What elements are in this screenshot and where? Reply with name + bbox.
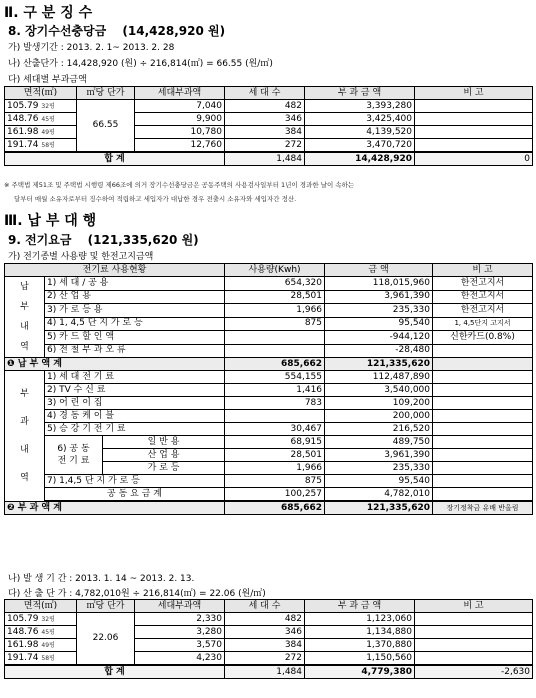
unit-amount: 7,040 <box>135 100 225 113</box>
subtotal-amount: 121,335,620 <box>325 358 433 371</box>
type-label: 32평 <box>41 102 55 110</box>
row-label: 6) 전 철 부 과 오 류 <box>45 344 225 358</box>
note-cell <box>415 139 533 153</box>
row-label: 1) 세 대 전 기 료 <box>45 371 225 384</box>
charge-amount: 3,470,720 <box>305 139 415 153</box>
charge-amount: 4,139,520 <box>305 126 415 139</box>
unit-amount: 4,230 <box>135 652 225 666</box>
rate-cell: 22.06 <box>77 613 135 666</box>
note-cell <box>415 652 533 666</box>
subtotal-label: ❶ 납 부 액 계 <box>5 358 225 371</box>
electricity-table <box>4 263 533 515</box>
usage-value: 654,320 <box>225 277 325 291</box>
col-header: ㎡당 단가 <box>77 87 135 100</box>
amount-value: 95,540 <box>325 475 433 488</box>
col-header: 금 액 <box>325 264 433 277</box>
reserve-fund-table <box>4 86 533 166</box>
subtotal-row <box>5 502 533 515</box>
note-value: 한전고지서 <box>433 277 533 291</box>
note-value: 1, 4,5단지 고지서 <box>433 317 533 331</box>
formula-line: 나) 산출단가 : 14,428,920 (원) ÷ 216,814(㎡) = 66.55 (원/㎡) <box>8 59 273 69</box>
row-label: 3) 가 로 등 용 <box>45 304 225 318</box>
amount-value: 489,750 <box>325 436 433 449</box>
row-label: 5) 승 강 기 전 기 료 <box>45 423 225 436</box>
amount-value: 112,487,890 <box>325 371 433 384</box>
usage-value: 783 <box>225 397 325 410</box>
col-header: 부 과 금 액 <box>305 600 415 613</box>
type-label: 45평 <box>41 115 55 123</box>
formula-line: 다) 산 출 단 가 : 4,782,010원 ÷ 216,814(㎡) = 22.06 (원/㎡) <box>8 589 266 599</box>
note-value: 한전고지서 <box>433 304 533 318</box>
item-title-text: 8. 장기수선충당금 <box>8 24 107 38</box>
subtotal-usage: 685,662 <box>225 358 325 371</box>
amount-value: 3,961,390 <box>325 449 433 462</box>
type-label: 45평 <box>41 628 55 636</box>
col-header: 사용량(Kwh) <box>225 264 325 277</box>
subtotal-amount: 121,335,620 <box>325 502 433 515</box>
area-value: 105.79 <box>7 100 39 111</box>
subtotal-note <box>433 358 533 371</box>
usage-value: 28,501 <box>225 290 325 304</box>
note-value: 신한카드(0.8%) <box>433 331 533 345</box>
total-note: -2,630 <box>415 665 533 679</box>
note-value <box>433 475 533 488</box>
item-amount: (121,335,620 원) <box>87 233 199 247</box>
amount-value: 216,520 <box>325 423 433 436</box>
area-value: 191.74 <box>7 652 39 663</box>
unit-amount: 2,330 <box>135 613 225 626</box>
period-line: 나) 발 생 기 간 : 2013. 1. 14 ~ 2013. 2. 13. <box>8 574 195 584</box>
amount-value: 3,961,390 <box>325 290 433 304</box>
note-cell <box>415 626 533 639</box>
type-label: 49평 <box>41 128 55 136</box>
total-row <box>5 152 533 166</box>
footnote-line: ※ 주택법 제51조 및 주택법 시행령 제66조에 의거 장기수선충당금은 공동주택의 사용검사일부터 1년이 경과한 날이 속하는 <box>4 181 355 189</box>
table-row <box>5 384 533 397</box>
amount-value: 4,782,010 <box>325 488 433 501</box>
table-row <box>5 100 533 113</box>
period-line: 가) 발생기간 : 2013. 2. 1~ 2013. 2. 28 <box>8 43 175 53</box>
subtotal-usage: 685,662 <box>225 502 325 515</box>
type-label: 58평 <box>41 654 55 662</box>
col-header: 면적(㎡) <box>5 87 77 100</box>
pay-group-label: 납부내역 <box>5 277 45 358</box>
household-count: 346 <box>225 113 305 126</box>
unit-amount: 10,780 <box>135 126 225 139</box>
table-row <box>5 397 533 410</box>
row-label: 가 로 등 <box>103 462 225 475</box>
note-value <box>433 397 533 410</box>
subtotal-label: ❷ 부 과 액 계 <box>5 502 225 515</box>
row-label: 공 동 요 금 계 <box>45 488 225 501</box>
col-header: 비 고 <box>415 600 533 613</box>
charge-amount: 1,134,880 <box>305 626 415 639</box>
note-value <box>433 449 533 462</box>
usage-value: 1,966 <box>225 304 325 318</box>
note-value <box>433 436 533 449</box>
table-row <box>5 277 533 291</box>
col-header: 세대부과액 <box>135 87 225 100</box>
row-label: 5) 카 드 할 인 액 <box>45 331 225 345</box>
shared-label-b: 전 기 료 <box>57 456 90 466</box>
area-value: 161.98 <box>7 639 39 650</box>
sub-title: 가) 전기종별 사용량 및 한전고지금액 <box>8 252 154 262</box>
col-header: 면적(㎡) <box>5 600 77 613</box>
unit-amount: 9,900 <box>135 113 225 126</box>
usage-value <box>225 410 325 423</box>
area-value: 148.76 <box>7 626 39 637</box>
row-label: 4) 경 동 케 이 블 <box>45 410 225 423</box>
table-row <box>5 290 533 304</box>
row-label: 일 반 용 <box>103 436 225 449</box>
item-title <box>8 22 225 39</box>
charge-amount: 1,123,060 <box>305 613 415 626</box>
shared-group-label <box>45 436 103 475</box>
note-value <box>433 371 533 384</box>
household-count: 346 <box>225 626 305 639</box>
total-amount: 14,428,920 <box>305 152 415 166</box>
table-row <box>5 344 533 358</box>
type-label: 32평 <box>41 615 55 623</box>
col-header: 부 과 금 액 <box>305 87 415 100</box>
note-value <box>433 488 533 501</box>
table-row <box>5 317 533 331</box>
amount-value: 118,015,960 <box>325 277 433 291</box>
row-label: 3) 어 린 이 집 <box>45 397 225 410</box>
row-label: 4) 1, 4,5 단 지 가 로 등 <box>45 317 225 331</box>
unit-amount: 3,570 <box>135 639 225 652</box>
household-count: 482 <box>225 613 305 626</box>
unit-amount: 3,280 <box>135 626 225 639</box>
area-value: 105.79 <box>7 613 39 624</box>
table-row <box>5 488 533 501</box>
usage-value: 68,915 <box>225 436 325 449</box>
usage-value <box>225 331 325 345</box>
amount-value: 200,000 <box>325 410 433 423</box>
amount-value: 235,330 <box>325 304 433 318</box>
usage-value: 1,966 <box>225 462 325 475</box>
usage-value <box>225 344 325 358</box>
area-value: 148.76 <box>7 113 39 124</box>
row-label: 1) 세 대 / 공 용 <box>45 277 225 291</box>
total-row <box>5 665 533 679</box>
note-cell <box>415 613 533 626</box>
type-label: 49평 <box>41 641 55 649</box>
table-row <box>5 436 533 449</box>
section-title: Ⅲ. 납 부 대 행 <box>4 213 97 229</box>
table-row <box>5 371 533 384</box>
note-cell <box>415 100 533 113</box>
household-count: 482 <box>225 100 305 113</box>
note-cell <box>415 639 533 652</box>
amount-value: 109,200 <box>325 397 433 410</box>
amount-value: 3,540,000 <box>325 384 433 397</box>
note-cell <box>415 126 533 139</box>
note-value: 한전고지서 <box>433 290 533 304</box>
usage-value: 100,257 <box>225 488 325 501</box>
total-households: 1,484 <box>225 665 305 679</box>
note-value <box>433 410 533 423</box>
item-amount: (14,428,920 원) <box>122 24 226 38</box>
col-header: 비 고 <box>415 87 533 100</box>
col-header: 세 대 수 <box>225 600 305 613</box>
electricity-allocation-table <box>4 599 533 679</box>
section-title: Ⅱ. 구 분 징 수 <box>4 5 93 21</box>
note-value <box>433 423 533 436</box>
amount-value: -28,480 <box>325 344 433 358</box>
area-value: 191.74 <box>7 139 39 150</box>
household-count: 272 <box>225 139 305 153</box>
usage-value: 30,467 <box>225 423 325 436</box>
household-count: 384 <box>225 126 305 139</box>
note-value <box>433 384 533 397</box>
usage-value: 875 <box>225 317 325 331</box>
total-amount: 4,779,380 <box>305 665 415 679</box>
unit-amount: 12,760 <box>135 139 225 153</box>
table-row <box>5 410 533 423</box>
col-header: 비 고 <box>433 264 533 277</box>
type-label: 58평 <box>41 141 55 149</box>
col-header: 세 대 수 <box>225 87 305 100</box>
row-label: 2) TV 수 신 료 <box>45 384 225 397</box>
total-label: 합 계 <box>5 152 225 166</box>
total-note: 0 <box>415 152 533 166</box>
col-header: 세대부과액 <box>135 600 225 613</box>
footnote-line: 달부터 매월 소유자로부터 징수하여 적립하고 세입자가 대납한 경우 전출시 소유자와 세입자간 정산. <box>14 195 297 203</box>
total-label: 합 계 <box>5 665 225 679</box>
row-label: 산 업 용 <box>103 449 225 462</box>
table-row <box>5 475 533 488</box>
charge-group-label: 부과내역 <box>5 371 45 502</box>
amount-value: 235,330 <box>325 462 433 475</box>
charge-amount: 1,370,880 <box>305 639 415 652</box>
amount-value: -944,120 <box>325 331 433 345</box>
col-header: 전기료 사용현황 <box>5 264 225 277</box>
usage-value: 1,416 <box>225 384 325 397</box>
table-row <box>5 304 533 318</box>
note-cell <box>415 113 533 126</box>
table-row <box>5 613 533 626</box>
table-row <box>5 423 533 436</box>
item-title-text: 9. 전기요금 <box>8 233 72 247</box>
shared-label-a: 6) 공 동 <box>57 444 90 454</box>
total-households: 1,484 <box>225 152 305 166</box>
charge-amount: 3,393,280 <box>305 100 415 113</box>
table-row <box>5 331 533 345</box>
note-value <box>433 462 533 475</box>
amount-value: 95,540 <box>325 317 433 331</box>
row-label: 2) 산 업 용 <box>45 290 225 304</box>
rate-cell: 66.55 <box>77 100 135 153</box>
sub-title: 다) 세대별 부과금액 <box>8 75 87 85</box>
note-value <box>433 344 533 358</box>
household-count: 272 <box>225 652 305 666</box>
area-value: 161.98 <box>7 126 39 137</box>
subtotal-row <box>5 358 533 371</box>
charge-amount: 3,425,400 <box>305 113 415 126</box>
usage-value: 554,155 <box>225 371 325 384</box>
col-header: ㎡당 단가 <box>77 600 135 613</box>
row-label: 7) 1,4,5 단 지 가 로 등 <box>45 475 225 488</box>
usage-value: 875 <box>225 475 325 488</box>
charge-amount: 1,150,560 <box>305 652 415 666</box>
household-count: 384 <box>225 639 305 652</box>
item-title <box>8 231 199 248</box>
usage-value: 28,501 <box>225 449 325 462</box>
subtotal-note: 장기정착금 유배 반올림 <box>433 502 533 515</box>
